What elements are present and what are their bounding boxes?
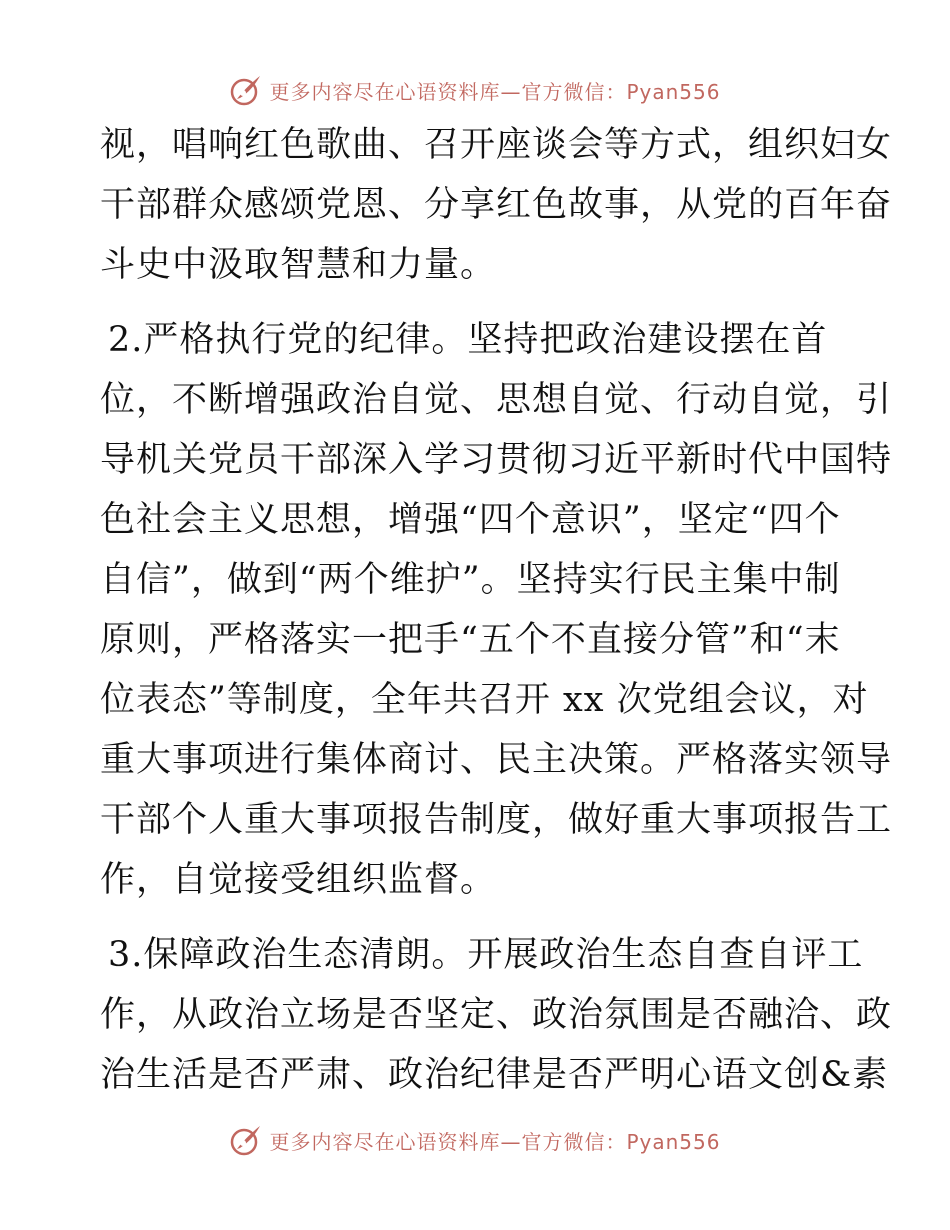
text-line: 治生活是否严肃、政治纪律是否严明心语文创&素 [100,1055,889,1095]
text-line: 色社会主义思想，增强“四个意识”，坚定“四个 [100,500,841,540]
section-heading-line: 2.严格执行党的纪律。坚持把政治建设摆在首 [108,320,828,360]
text-line: 自信”，做到“两个维护”。坚持实行民主集中制 [100,560,841,600]
header-watermark-text: 更多内容尽在心语资料库—官方微信：Pyan556 [269,79,721,104]
footer-watermark-banner [0,1120,950,1160]
text-line: 干部个人重大事项报告制度，做好重大事项报告工 [100,800,893,840]
text-line: 作，自觉接受组织监督。 [100,860,497,900]
text-line: 重大事项进行集体商讨、民主决策。严格落实领导 [100,740,893,780]
text-line: 导机关党员干部深入学习贯彻习近平新时代中国特 [100,440,893,480]
text-line: 斗史中汲取智慧和力量。 [100,245,497,285]
text-line: 原则，严格落实一把手“五个不直接分管”和“末 [100,620,841,660]
text-line: 视，唱响红色歌曲、召开座谈会等方式，组织妇女 [100,125,893,165]
header-watermark-banner [0,70,950,110]
text-line: 位表态”等制度，全年共召开 xx 次党组会议，对 [100,680,869,720]
text-line: 干部群众感颂党恩、分享红色故事，从党的百年奋 [100,185,893,225]
quill-logo-icon [229,73,263,107]
quill-logo-icon [229,1123,263,1157]
text-line: 作，从政治立场是否坚定、政治氛围是否融洽、政 [100,995,893,1035]
text-line: 位，不断增强政治自觉、思想自觉、行动自觉，引 [100,380,893,420]
section-heading-line: 3.保障政治生态清朗。开展政治生态自查自评工 [108,935,864,975]
footer-watermark-text: 更多内容尽在心语资料库—官方微信：Pyan556 [269,1129,721,1154]
